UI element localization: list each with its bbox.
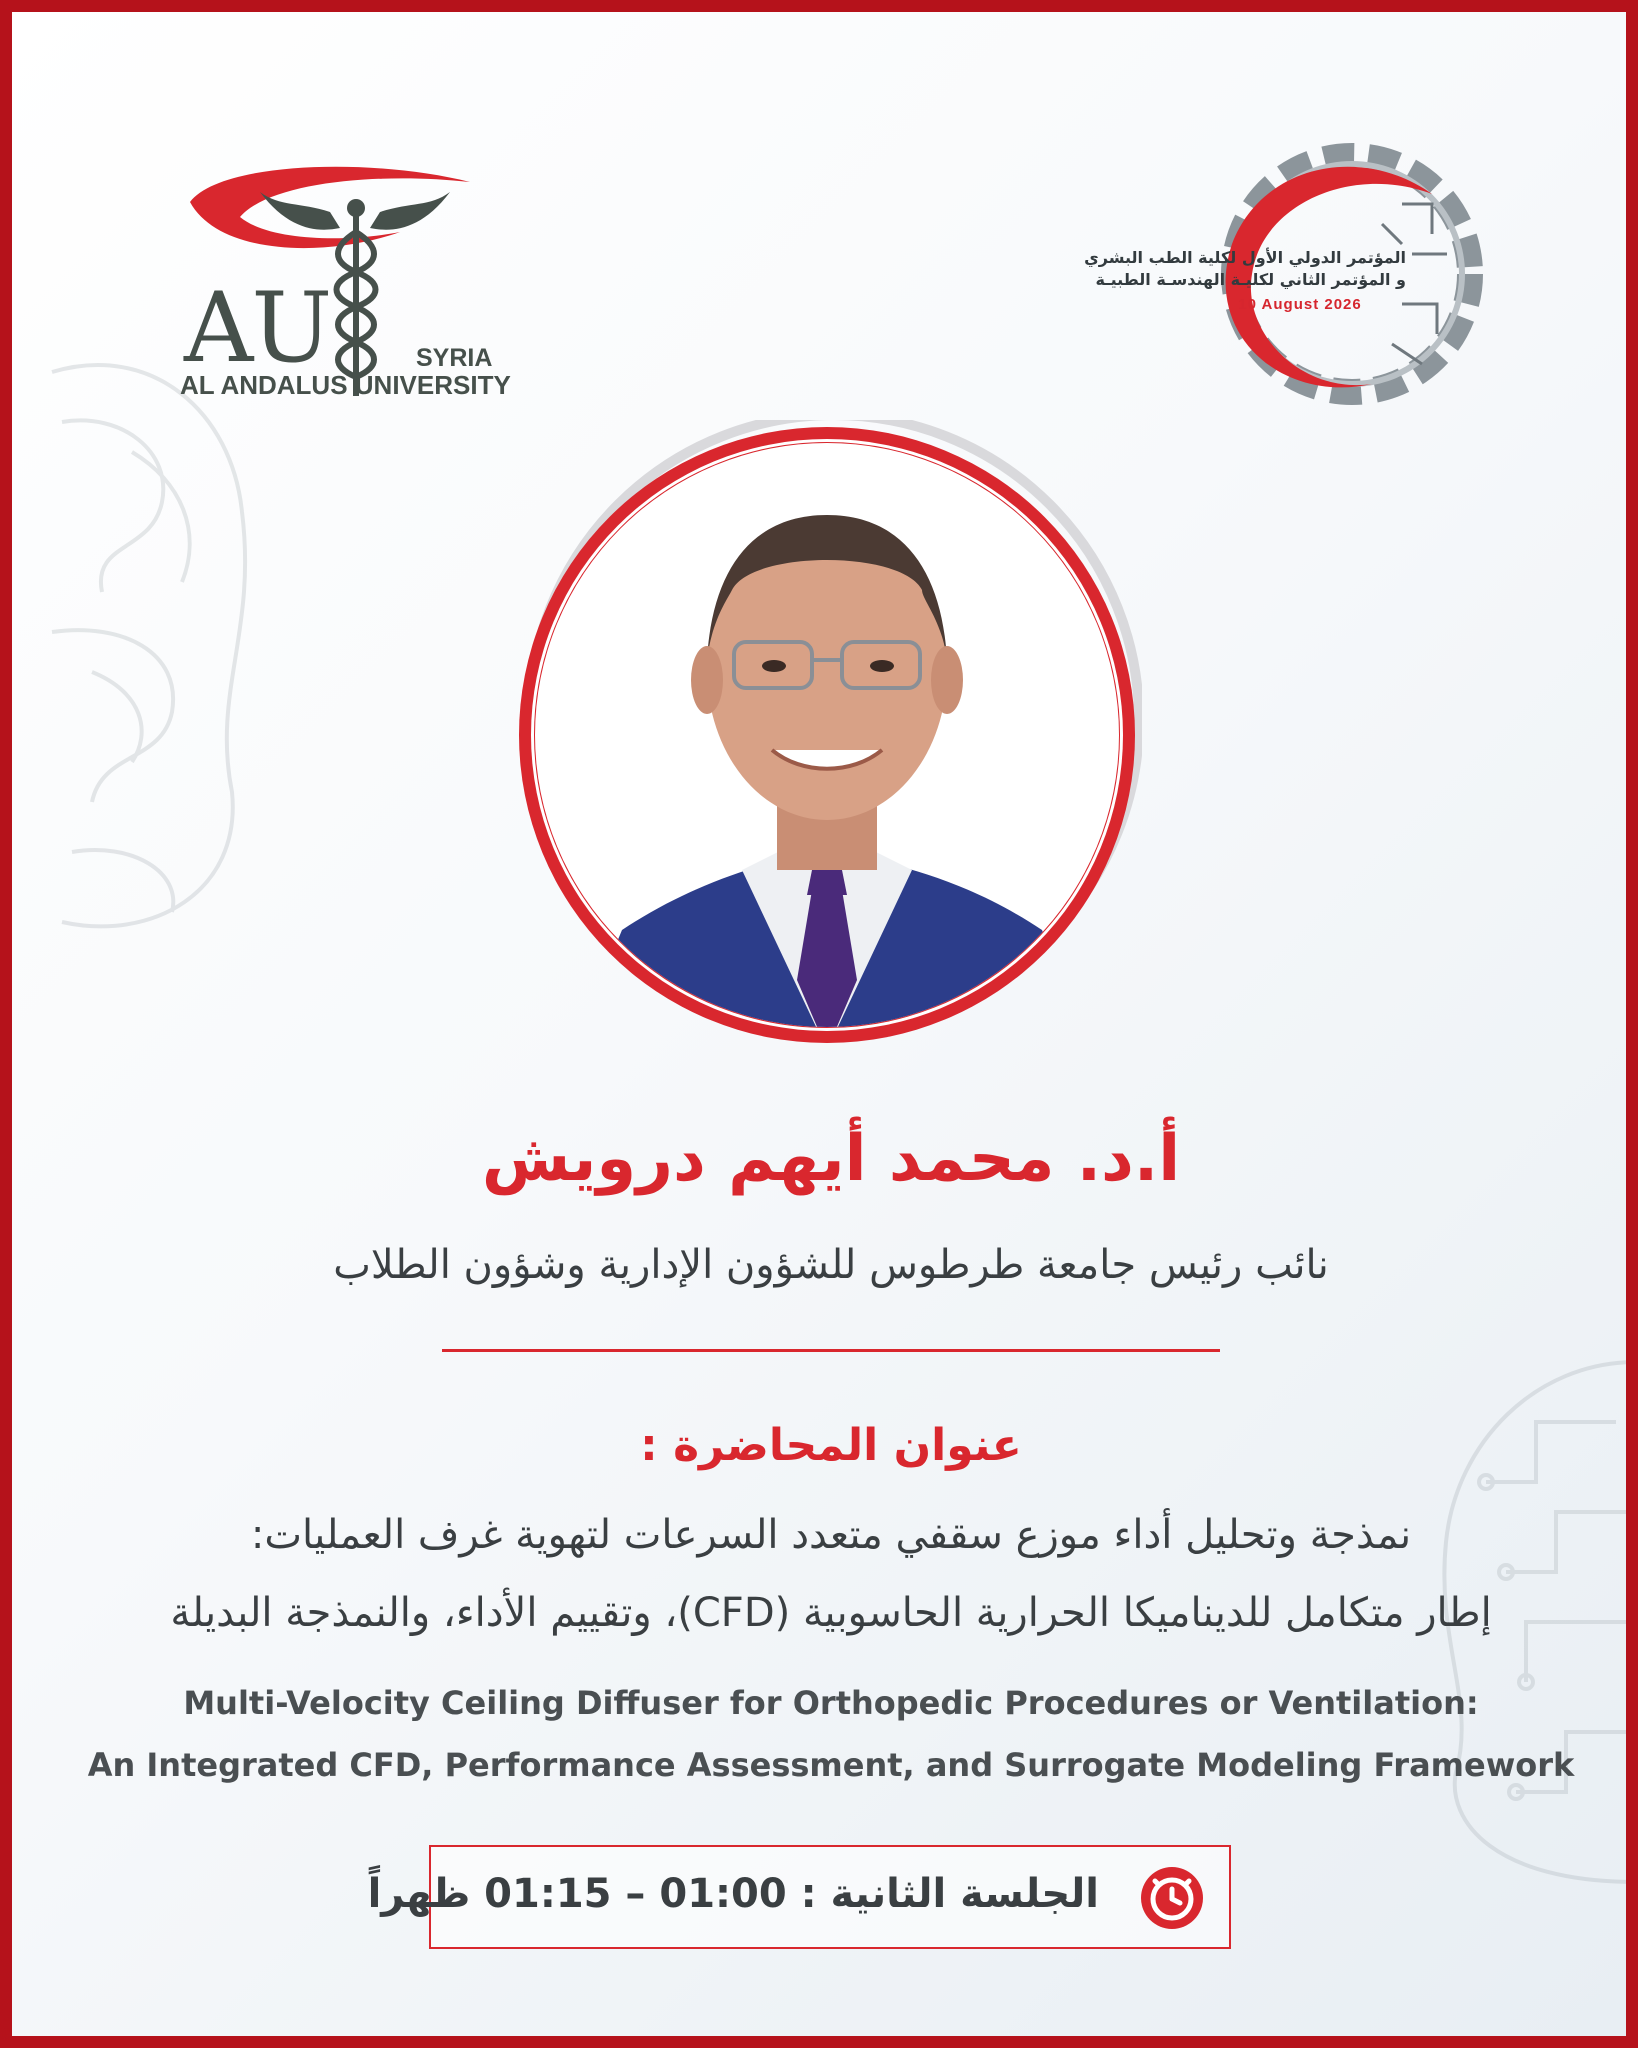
divider bbox=[442, 1349, 1220, 1352]
speaker-photo bbox=[512, 420, 1142, 1050]
university-logo bbox=[180, 162, 510, 402]
conference-title-line1: المؤتمر الدولي الأول لكلية الطب البشري bbox=[1084, 248, 1406, 267]
lecture-label: عنوان المحاضرة : bbox=[640, 1420, 1022, 1471]
lecture-title-ar-line1: نمذجة وتحليل أداء موزع سقفي متعدد السرعات لتهوية غرف العمليات: bbox=[250, 1512, 1412, 1558]
brain-watermark-icon bbox=[32, 332, 262, 952]
university-letters: AU bbox=[184, 272, 331, 384]
session-time: الجلسة الثانية : 01:00 – 01:15 ظهراً bbox=[367, 1871, 1099, 1917]
speaker-portrait-icon bbox=[512, 420, 1142, 1050]
session-box bbox=[367, 1845, 1231, 1949]
clock-icon bbox=[1139, 1865, 1205, 1931]
university-name: AL ANDALUS UNIVERSITY bbox=[180, 370, 511, 400]
lecture-title-en-line2: An Integrated CFD, Performance Assessment, and Surrogate Modeling Framework bbox=[87, 1746, 1575, 1784]
conference-title-line2: و المؤتمر الثاني لكليـة الهندسـة الطبيـة bbox=[1095, 270, 1406, 289]
lecture-title-ar-line2: إطار متكامل للديناميكا الحرارية الحاسوبية (CFD)، وتقييم الأداء، والنمذجة البديلة bbox=[170, 1590, 1492, 1636]
speaker-position: نائب رئيس جامعة طرطوس للشؤون الإدارية وشؤون الطلاب bbox=[333, 1242, 1329, 1288]
speaker-name: أ.د. محمد أيهم درويش bbox=[481, 1122, 1181, 1196]
lecture-title-en-line1: Multi-Velocity Ceiling Diffuser for Orthopedic Procedures or Ventilation: bbox=[183, 1684, 1479, 1722]
conference-date: 10 August 2026 bbox=[1238, 296, 1362, 313]
conference-logo bbox=[1084, 134, 1502, 424]
university-country: SYRIA bbox=[416, 344, 493, 372]
